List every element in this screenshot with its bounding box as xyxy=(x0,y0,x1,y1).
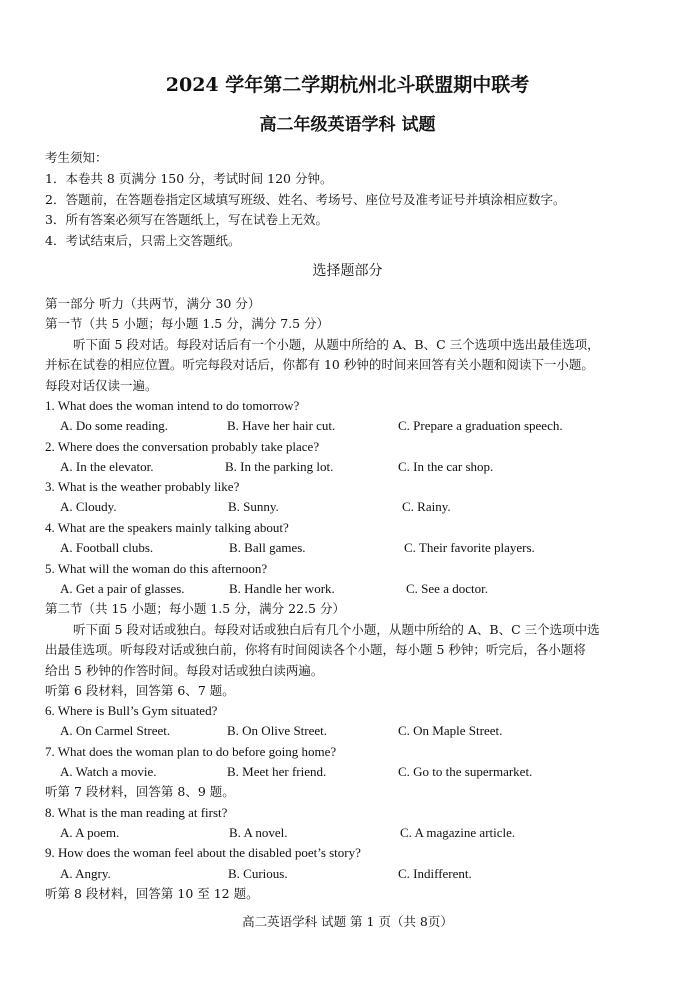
section2-instruction: 给出 5 秒钟的作答时间。每段对话或独白读两遍。 xyxy=(45,663,324,678)
option-c: C. Their favorite players. xyxy=(404,540,535,555)
option-a: A. Get a pair of glasses. xyxy=(60,581,185,596)
option-c: C. In the car shop. xyxy=(398,459,494,474)
option-a: A. A poem. xyxy=(60,825,120,840)
option-b: B. Sunny. xyxy=(228,499,279,514)
exam-title: 2024 学年第二学期杭州北斗联盟期中联考 xyxy=(165,74,530,96)
option-c: C. Prepare a graduation speech. xyxy=(398,418,563,433)
section1-instruction: 听下面 5 段对话。每段对话后有一个小题，从题中所给的 A、B、C 三个选项中选出最佳选项， xyxy=(73,337,600,352)
question-stem: 7. What does the woman plan to do before going home? xyxy=(45,744,337,759)
question-stem: 5. What will the woman do this afternoon? xyxy=(45,561,268,576)
notice-item: 1．本卷共 8 页满分 150 分，考试时间 120 分钟。 xyxy=(45,171,333,186)
option-b: B. Meet her friend. xyxy=(227,764,327,779)
question-stem: 1. What does the woman intend to do tomorrow? xyxy=(45,398,300,413)
material-instruction: 听第 7 段材料，回答第 8、9 题。 xyxy=(45,784,235,799)
option-c: C. A magazine article. xyxy=(400,825,516,840)
option-a: A. Angry. xyxy=(60,866,111,881)
option-c: C. On Maple Street. xyxy=(398,723,503,738)
notice-item: 2．答题前，在答题卷指定区域填写班级、姓名、考场号、座位号及准考证号并填涂相应数字。 xyxy=(45,192,566,207)
question-stem: 3. What is the weather probably like? xyxy=(45,479,240,494)
option-b: B. Handle her work. xyxy=(229,581,335,596)
notice-heading: 考生须知： xyxy=(45,150,108,165)
section1-heading: 第一节（共 5 小题；每小题 1.5 分，满分 7.5 分） xyxy=(45,316,330,331)
option-a: A. On Carmel Street. xyxy=(60,723,171,738)
page-footer: 高二英语学科 试题 第 1 页（共 8页） xyxy=(242,914,453,929)
option-b: B. In the parking lot. xyxy=(225,459,334,474)
section1-instruction: 并标在试卷的相应位置。听完每段对话后，你都有 10 秒钟的时间来回答有关小题和阅读下一小题。 xyxy=(45,357,594,372)
exam-subtitle: 高二年级英语学科 试题 xyxy=(259,115,436,135)
question-stem: 9. How does the woman feel about the disabled poet’s story? xyxy=(45,845,361,860)
option-c: C. See a doctor. xyxy=(406,581,488,596)
option-a: A. Cloudy. xyxy=(60,499,117,514)
question-stem: 4. What are the speakers mainly talking about? xyxy=(45,520,289,535)
option-c: C. Indifferent. xyxy=(398,866,472,881)
section1-instruction: 每段对话仅读一遍。 xyxy=(45,378,158,393)
section2-instruction: 听下面 5 段对话或独白。每段对话或独白后有几个小题，从题中所给的 A、B、C 三个选项中选 xyxy=(73,622,600,637)
option-c: C. Go to the supermarket. xyxy=(398,764,533,779)
option-b: B. Have her hair cut. xyxy=(227,418,336,433)
material-instruction: 听第 8 段材料，回答第 10 至 12 题。 xyxy=(45,886,259,901)
option-c: C. Rainy. xyxy=(402,499,451,514)
option-a: A. Do some reading. xyxy=(60,418,168,433)
question-stem: 2. Where does the conversation probably take place? xyxy=(45,439,320,454)
section2-heading: 第二节（共 15 小题；每小题 1.5 分，满分 22.5 分） xyxy=(45,601,345,616)
material-instruction: 听第 6 段材料，回答第 6、7 题。 xyxy=(45,683,235,698)
option-b: B. Ball games. xyxy=(229,540,306,555)
option-a: A. Watch a movie. xyxy=(60,764,157,779)
section-heading: 选择题部分 xyxy=(312,263,383,279)
notice-item: 4．考试结束后，只需上交答题纸。 xyxy=(45,233,241,248)
option-b: B. Curious. xyxy=(228,866,288,881)
option-b: B. A novel. xyxy=(229,825,288,840)
part1-heading: 第一部分 听力（共两节，满分 30 分） xyxy=(45,296,261,311)
section2-instruction: 出最佳选项。听每段对话或独白前，你将有时间阅读各个小题，每小题 5 秒钟；听完后，各小题将 xyxy=(45,642,586,657)
option-a: A. Football clubs. xyxy=(60,540,154,555)
question-stem: 8. What is the man reading at first? xyxy=(45,805,228,820)
question-stem: 6. Where is Bull’s Gym situated? xyxy=(45,703,218,718)
notice-item: 3．所有答案必须写在答题纸上，写在试卷上无效。 xyxy=(45,212,328,227)
option-b: B. On Olive Street. xyxy=(227,723,328,738)
option-a: A. In the elevator. xyxy=(60,459,154,474)
